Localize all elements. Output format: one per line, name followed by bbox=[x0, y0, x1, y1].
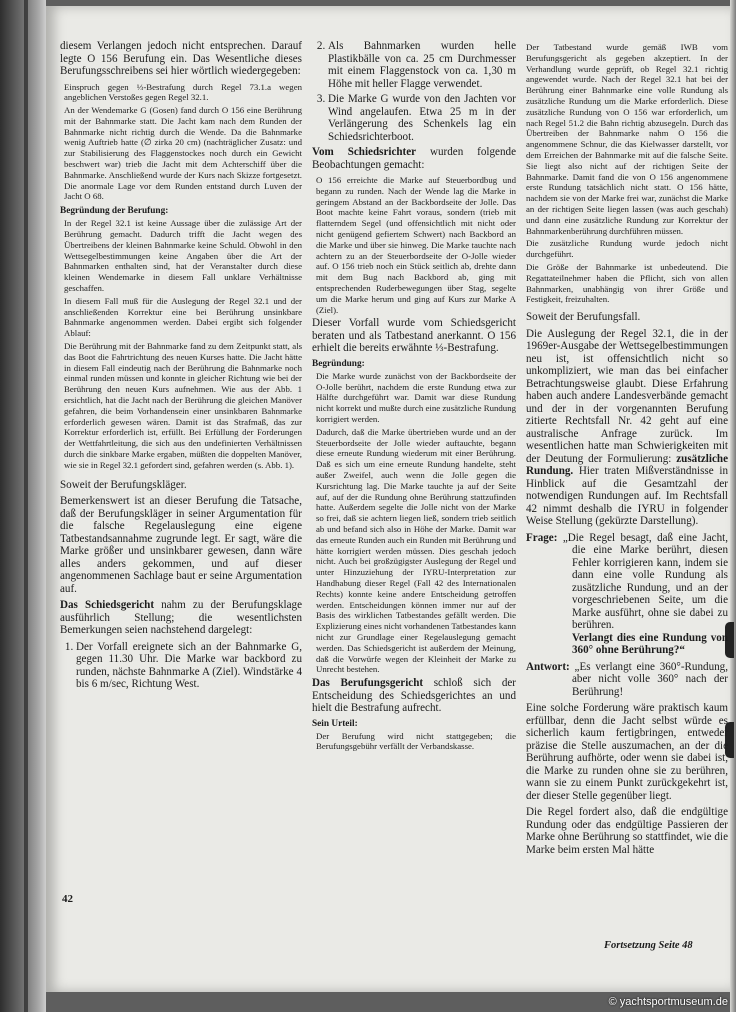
paragraph: Bemerkenswert ist an dieser Berufung die Tatsache, daß der Berufungskläger in seiner Argumentation für die falsche Regelauslegung eine eigene Tatbestandsannahme zugrunde legt. Er sagt, wäre die Marke größer und unsinkbarer gewesen, dann wäre alles anders gekommen, und auf dieser angenommenen Sachlage baut er seine Argumentation auf. bbox=[60, 495, 302, 595]
answer-label: Antwort: bbox=[526, 660, 570, 673]
book-spine bbox=[0, 0, 46, 1012]
verdict-text: Der Berufung wird nicht stattgegeben; die Berufungsgebühr verfällt der Verbandskasse. bbox=[316, 730, 516, 752]
text-run: nahm zu der Berufungsklage ausführlich Stellung; die wesentlichsten Bemerkungen seien nachstehend dargelegt: bbox=[60, 599, 302, 637]
paragraph: Die Regel fordert also, daß die endgültige Rundung oder das endgültige Passieren der Marke ohne Berührung so stattfindet, wie die Marke beim ersten Mal hätte bbox=[526, 806, 728, 856]
question-bold: Verlangt dies eine Rundung von 360° ohne Berührung?“ bbox=[572, 631, 728, 657]
reason-text: Dadurch, daß die Marke übertrieben wurde und an der Steuerbordseite der Jolle wieder auftauchte, begann diese erneute Rundung wiederum mit einer Berührung. Daß es sich um eine erneute Rundung handelte, steht außer Zweifel, auch wenn die Jolle gegen die Kursrichtung lag. Die Marke tauchte ja auf der Seite auf, auf der die Rundung ohne Berührung stattzufinden hatte. Außerdem segelte die Jolle nicht von der Marke so frei, daß sie achtern liegen ließ, sondern trieb seitlich ab und befand sich also in Höhe der Marke. Damit war das erneute Runden auch ein Runden mit Berührung und hätte korrigiert werden müssen. Dies geschah jedoch nicht. Auch bei großzügigster Auslegung der Regel und unter Hinzuziehung der IYRU-Interpretation zur Handhabung dieser Regel (Fall 42 des Internationalen Rechts) konnte keine andere Entscheidung getroffen werden. Entscheidungen können immer nur auf der Basis des wirklichen Tatbestandes gefällt werden. Die Explizierung eines nicht vorhandenen Tatbestandes kann nicht zur Grundlage einer Regelauslegung gemacht werden. Das Schiedsgericht ist außerdem der Meinung, daß die Vorwürfe wegen der Kleinheit der Marke zu Unrecht bestehen. bbox=[316, 426, 516, 675]
paragraph bbox=[312, 146, 516, 171]
intro-paragraph: diesem Verlangen jedoch nicht entsprechen. Darauf legte O 156 Berufung ein. Das Wesentliche dieses Berufungsschreibens sei hier wörtlich wiedergegeben: bbox=[60, 40, 302, 77]
page-edge bbox=[730, 0, 736, 1012]
column-right bbox=[526, 42, 728, 860]
numbered-list bbox=[60, 641, 302, 691]
appeal-quote: Einspruch gegen ⅓-Bestrafung durch Regel 73.1.a wegen angeblichen Verstoßes gegen Regel 32.1. bbox=[64, 81, 302, 103]
observation-text: O 156 erreichte die Marke auf Steuerbordbug und begann zu runden. Nach der Wende lag die Marke in geringem Abstand an der Backbordseite der Jolle. Das Boot machte keine Fahrt voraus, sondern (trieb mit flatterndem Segel (und offensichtlich mit nicht oder nicht genügend gefiertem Schwert) nach Backbord an die Marke und über sie hinweg. Die Marke tauchte nach achtern zu an der Steuerbordseite der O-Jolle wieder auf. O 156 trieb noch ein Stück seitlich ab, drehte dann mit dem Bug nach Backbord ab, ging mit entsprechenden Ruderbewegungen über Stag, segelte um die Marke herum und ging auf Kurs zur Marke A (Ziel). bbox=[316, 175, 516, 315]
bold-run: Vom Schiedsrichter bbox=[312, 146, 417, 158]
numbered-list bbox=[312, 40, 516, 143]
court-text: Die Größe der Bahnmarke ist unbedeutend. Die Regattateilnehmer haben die Pflicht, sich von allen Bahnmarken, unabhängig von ihrer Größe und Festigkeit, freizuhalten. bbox=[526, 261, 728, 305]
appeal-reason: Die Berührung mit der Bahnmarke fand zu dem Zeitpunkt statt, als das Boot die Fahrtrichtung des neuen Kurses hatte. Die Jacht hätte in diesem Fall eindeutig nach der Berührung die Bahnmarke noch einmal runden müssen und konnte in gleicher Richtung wie bei der Berührung den neuen Kurs aufnehmen. Wie aus der Abb. 1 ersichtlich, hat die Jacht nach der Berührung die gleichen Manöver gefahren, die beim Vorhandensein einer unsinkbaren Bahnmarke erforderlich gewesen wären. Damit ist das Strafmaß, das zur Korrektur erforderlich ist, erfüllt. Bei Erfüllung der Forderungen der Wettfahrtleitung, die sich aus den undefinierten Verhältnissen durch die sinkbare Marke ergaben, müßten die doppelten Manöver, wie sie in Regel 32.1 gefordert sind, gefahren werden (s. Abb. 1). bbox=[64, 341, 302, 470]
section-heading: Begründung: bbox=[312, 358, 365, 369]
question-text: „Die Regel besagt, daß eine Jacht, die eine Marke berührt, diesen Fehler korrigieren kann, indem sie dann eine volle Rundung als zusätzliche Rundung, und an der vorgeschriebenen Seite, um die Marke ausführt, ohne sie dabei zu berühren. bbox=[557, 531, 728, 632]
list-item: 3. Die Marke G wurde von den Jachten vor Wind angelaufen. Etwa 25 m in der Verlängerung des Schenkels lag ein Schiedsrichterboot. bbox=[328, 93, 516, 143]
text-run: Hier traten Mißverständnisse in Hinblick auf die Gesamtzahl der notwendigen Rundungen auf. Im Rechtsfall 42 nimmt deshalb die IYRU in folgender Weise Stellung (gekürzte Darstellung). bbox=[526, 465, 728, 528]
answer-text: „Es verlangt eine 360°-Rundung, aber nicht volle 360° nach der Berührung! bbox=[569, 660, 728, 698]
text-run: schloß sich der Entscheidung des Schiedsgerichtes an und hielt die Bestrafung aufrecht. bbox=[312, 677, 516, 715]
paragraph bbox=[526, 328, 728, 528]
paragraph bbox=[312, 677, 516, 715]
paragraph: Dieser Vorfall wurde vom Schiedsgericht beraten und als Tatbestand anerkannt. O 156 erhielt die bereits erwähnte ⅓-Bestrafung. bbox=[312, 317, 516, 355]
question-label: Frage: bbox=[526, 531, 558, 544]
section-heading: Begründung der Berufung: bbox=[60, 206, 169, 217]
continuation-note: Fortsetzung Seite 48 bbox=[604, 940, 693, 951]
watermark: © yachtsportmuseum.de bbox=[608, 996, 728, 1008]
court-text: Die zusätzliche Rundung wurde jedoch nicht durchgeführt. bbox=[526, 238, 728, 260]
list-item: 2. Als Bahnmarken wurden helle Plastikbälle von ca. 25 cm Durchmesser mit einem Flaggenstock von ca. 1,30 m Höhe mit heller Flagge verwendet. bbox=[328, 40, 516, 90]
text-run: Die Auslegung der Regel 32.1, die in der 1969er-Ausgabe der Wettsegelbestimmungen neu ist, ist offensichtlich nicht so unkompliziert, wie man das bei einfacher Betrachtungsweise glaubt. Diese Erfahrung haben auch andere Landesverbände gemacht und der in der vorgenannten Berufung zitierte Rechtsfall Nr. 42 geht auf eine australische Anfrage zurück. Im wesentlichen hatte man Schwierigkeiten mit der Deutung der Formulierung: bbox=[526, 327, 728, 465]
bold-run: Das Schiedsgericht bbox=[60, 599, 155, 612]
appeal-reason: In diesem Fall muß für die Auslegung der Regel 32.1 und der anschließenden Korrektur eine bei Berührung unsinkbare Bahnmarke angenommen werden. Dabei ergibt sich folgender Ablauf: bbox=[64, 295, 302, 339]
paragraph: Eine solche Forderung wäre praktisch kaum erfüllbar, denn die Jacht selbst würde es sicherlich kaum fertigbringen, entweder präzise die Stelle auszumachen, an der die Berührung aufhörte, oder wenn sie dabei ist, die Marke zu runden ohne sie zu berühren, wann sie zu einem Punkt zurückgekehrt ist, der dieser Stelle gegenüber liegt. bbox=[526, 702, 728, 802]
paragraph: Soweit der Berufungsfall. bbox=[526, 311, 641, 324]
section-heading: Sein Urteil: bbox=[312, 718, 358, 729]
list-item: 1. Der Vorfall ereignete sich an der Bahnmarke G, gegen 11.30 Uhr. Die Marke war backbord zu runden, nächste Bahnmarke A (Ziel). Windstärke 4 bis 6 m/sec, Richtung West. bbox=[76, 641, 302, 691]
column-middle bbox=[312, 40, 516, 754]
spine-fold bbox=[24, 0, 28, 1012]
paragraph bbox=[60, 599, 302, 637]
appeal-reason: In der Regel 32.1 ist keine Aussage über die zulässige Art der Berührung gemacht. Dadurch trifft die Jacht wegen des Übertreibens der kleinen Bahnmarke keine Schuld. Obwohl in den Wettsegelbestimmungen keine Angaben über die Art der Bahnmarken enthalten sind, hat der Veranstalter durch diese kleinen Wendemarke in diesem Fall unklare Verhältnisse geschaffen. bbox=[64, 218, 302, 294]
reason-text: Die Marke wurde zunächst von der Backbordseite der O-Jolle berührt, nachdem die erste Rundung etwa zur Hälfte durchgeführt war. Damit war diese Rundung nicht korrekt und mußte durch eine zusätzliche Rundung korrigiert werden. bbox=[316, 370, 516, 425]
court-text: Der Tatbestand wurde gemäß IWB vom Berufungsgericht als gegeben akzeptiert. In der Verhandlung wurde geprüft, ob Regel 32.1 richtig angewendet wurde. Nach der Regel 32.1 hat bei der Berührung einer Bahnmarke eine volle Rundung als zusätzliche Rundung um die Marke erforderlich. Diese zusätzliche Rundung von O 156 war erforderlich, um nach Regel 51.2 die Bahn richtig abzusegeln. Durch das Übertreiben der Bahnmarke nahm O 156 die angenommene Schnur, die das Kielwasser darstellt, vor dem Erreichen der Bahnmarke mit auf die falsche Seite. Sie liegt also nicht auf der richtigen Seite der Bahnmarke. Damit fand die von O 156 angenommene erste Rundung tatsächlich nicht statt. O 156 hätte, nachdem sie von der Marke frei war, zunächst die Marke an der richtigen Seite liegen lassen (was auch geschah) und dann eine zusätzliche Rundung zur Korrektur der Bahnmarkenberührung durchführen müssen. bbox=[526, 42, 728, 236]
text-run: wurden folgende Beobachtungen gemacht: bbox=[312, 146, 516, 171]
column-left bbox=[60, 40, 302, 694]
paragraph: Soweit der Berufungskläger. bbox=[60, 478, 187, 491]
question bbox=[526, 532, 728, 657]
answer bbox=[526, 661, 728, 699]
bold-run: Das Berufungsgericht bbox=[312, 677, 424, 690]
appeal-quote: An der Wendemarke G (Gosen) fand durch O 156 eine Berührung mit der Bahnmarke statt. Die Jacht kam nach dem Runden der Bahnmarke nicht richtig durch die Wende. Da die Bahnmarke wenig Auftrieb hatte (∅ zirka 20 cm) (nachträglicher Zusatz: und zur Stabilisierung des Flaggenstockes noch durch ein Gewicht beschwert war) trieb die Jacht mit dem Achterschiff über die Bahnmarke. Anschließend wurde der Kurs nach Skizze fortgesetzt. Die anormale Lage vor dem Runden entstand durch Luven der Jacht O 68. bbox=[64, 105, 302, 202]
page-number: 42 bbox=[62, 893, 73, 905]
bold-run: zusätzliche Rundung. bbox=[526, 452, 728, 478]
